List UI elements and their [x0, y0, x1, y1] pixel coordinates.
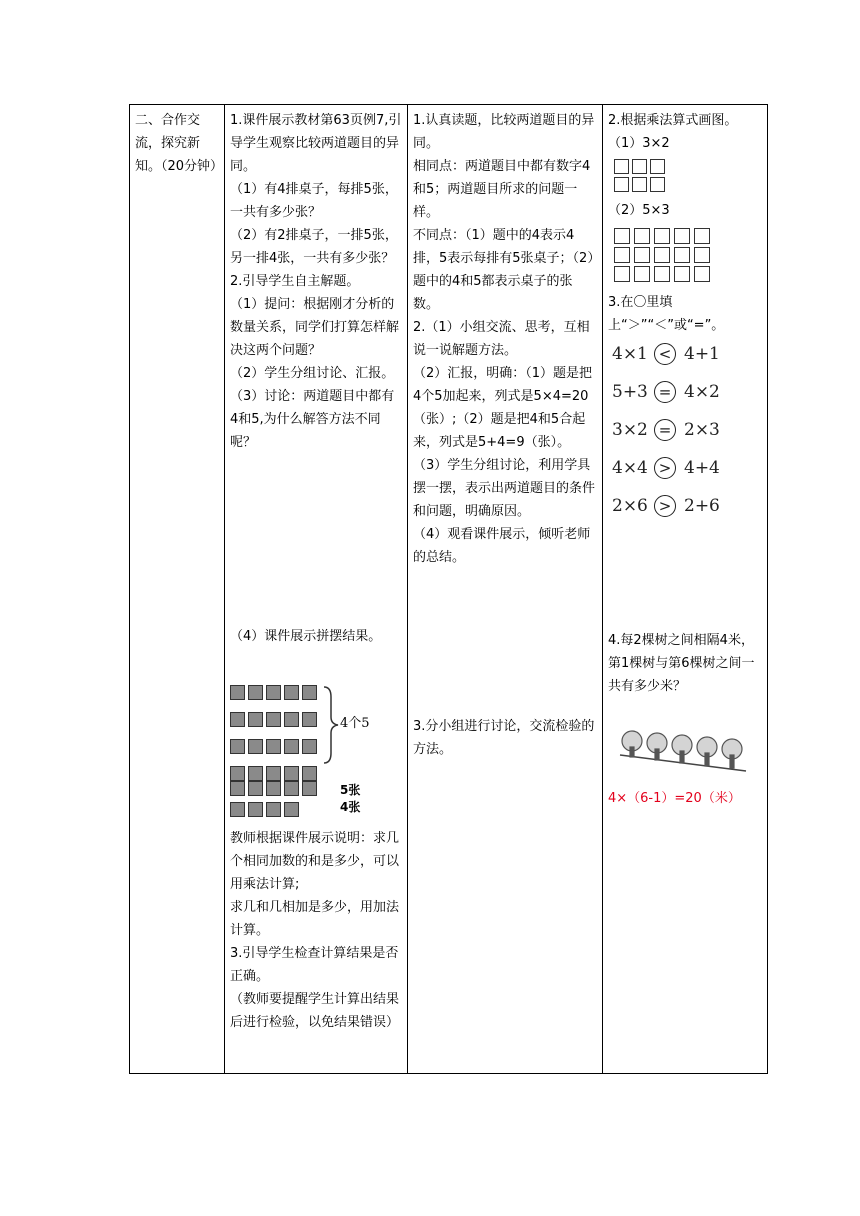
compare-right: 4×2	[684, 381, 720, 402]
draw-exercise-title: 2.根据乘法算式画图。	[608, 113, 738, 128]
teacher-step-line: （2）学生分组讨论、汇报。	[230, 366, 395, 381]
student-step-line: 相同点：两道题目中都有数字4和5；两道题目所求的问题一样。	[413, 159, 591, 220]
teacher-summary-line: 3.引导学生检查计算结果是否正确。	[230, 946, 399, 984]
four-desks-label: 4张	[340, 800, 361, 814]
squares-5x3	[614, 228, 762, 285]
teacher-summary-line: （教师要提醒学生计算出结果后进行检验，以免结果错误）	[230, 992, 400, 1030]
compare-sign: =	[654, 419, 676, 441]
compare-left: 4×1	[612, 343, 648, 364]
trees-illustration	[616, 725, 756, 775]
teacher-step-line: 1.课件展示教材第63页例7,引导学生观察比较两道题目的异同。	[230, 113, 402, 174]
courseware-result-label: （4）课件展示拼摆结果。	[230, 629, 382, 644]
teacher-step-line: （1）有4排桌子，每排5张，一共有多少张？	[230, 182, 398, 220]
brace-icon	[322, 685, 342, 765]
student-step-line: 2.（1）小组交流、思考，互相说一说解题方法。	[413, 320, 590, 358]
exercise-cell	[603, 105, 768, 1074]
compare-left: 2×6	[612, 495, 648, 516]
compare-row	[612, 491, 762, 521]
exercise-q1: （1）3×2	[608, 136, 670, 151]
student-step-line: 1.认真读题，比较两道题目的异同。	[413, 113, 595, 151]
compare-row	[612, 453, 762, 483]
teacher-summary-text	[230, 827, 402, 1034]
stage-cell	[130, 105, 225, 1074]
student-step-line: 不同点：（1）题中的4表示4排，5表示每排有5张桌子；（2）题中的4和5都表示桌子的张数。	[413, 228, 594, 312]
student-step-line: （2）汇报，明确：（1）题是把4个5加起来，列式是5×4=20（张）;（2）题是把4和5合起来，列式是5+4=9（张）。	[413, 366, 593, 450]
five-desks-label: 5张	[340, 783, 361, 797]
student-activity-text	[413, 109, 597, 569]
tree-word-problem: 4.每2棵树之间相隔4米，第1棵树与第6棵树之间一共有多少米？	[608, 633, 755, 694]
student-activity-cell	[408, 105, 603, 1074]
exercise-q2: （2）5×3	[608, 203, 670, 218]
teacher-summary-line: 教师根据课件展示说明：求几个相同加数的和是多少，可以用乘法计算;	[230, 831, 400, 892]
compare-right: 4+1	[684, 343, 720, 364]
compare-sign: >	[654, 495, 676, 517]
student-step-line: （4）观看课件展示，倾听老师的总结。	[413, 527, 591, 565]
squares-3x2	[614, 159, 762, 195]
compare-row	[612, 415, 762, 445]
four-fives-label: 4个5	[340, 716, 370, 731]
compare-row	[612, 377, 762, 407]
compare-sign: >	[654, 457, 676, 479]
compare-left: 3×2	[612, 419, 648, 440]
teacher-activity-cell	[225, 105, 408, 1074]
desk-arrangement-figure	[230, 685, 402, 825]
compare-right: 2×3	[684, 419, 720, 440]
teacher-activity-text	[230, 109, 402, 454]
student-step-line: （3）学生分组讨论，利用学具摆一摆，表示出两道题目的条件和问题，明确原因。	[413, 458, 596, 519]
compare-right: 2+6	[684, 495, 720, 516]
desk-grid-4x5	[230, 685, 320, 793]
lesson-table	[129, 104, 768, 1074]
compare-right: 4+4	[684, 457, 720, 478]
compare-row	[612, 339, 762, 369]
group-discussion-text: 3.分小组进行讨论，交流检验的方法。	[413, 719, 595, 757]
compare-list	[612, 339, 762, 521]
teacher-step-line: （2）有2排桌子，一排5张，另一排4张，一共有多少张？	[230, 228, 398, 266]
teacher-step-line: 2.引导学生自主解题。	[230, 274, 360, 289]
teacher-summary-line: 求几和几相加是多少，用加法计算。	[230, 900, 400, 938]
compare-exercise-title: 3.在〇里填上“＞”“＜”或“=”。	[608, 295, 725, 333]
stage-label: 二、合作交流，探究新知。（20分钟）	[135, 113, 224, 174]
compare-left: 5+3	[612, 381, 648, 402]
desk-row-4	[230, 802, 302, 829]
teacher-step-line: （1）提问：根据刚才分析的数量关系，同学们打算怎样解决这两个问题？	[230, 297, 400, 358]
compare-sign: =	[654, 381, 676, 403]
tree-problem-answer: 4×（6-1）=20（米）	[608, 791, 741, 806]
compare-sign: <	[654, 343, 676, 365]
compare-left: 4×4	[612, 457, 648, 478]
teacher-step-line: （3）讨论：两道题目中都有4和5,为什么解答方法不同呢？	[230, 389, 395, 450]
